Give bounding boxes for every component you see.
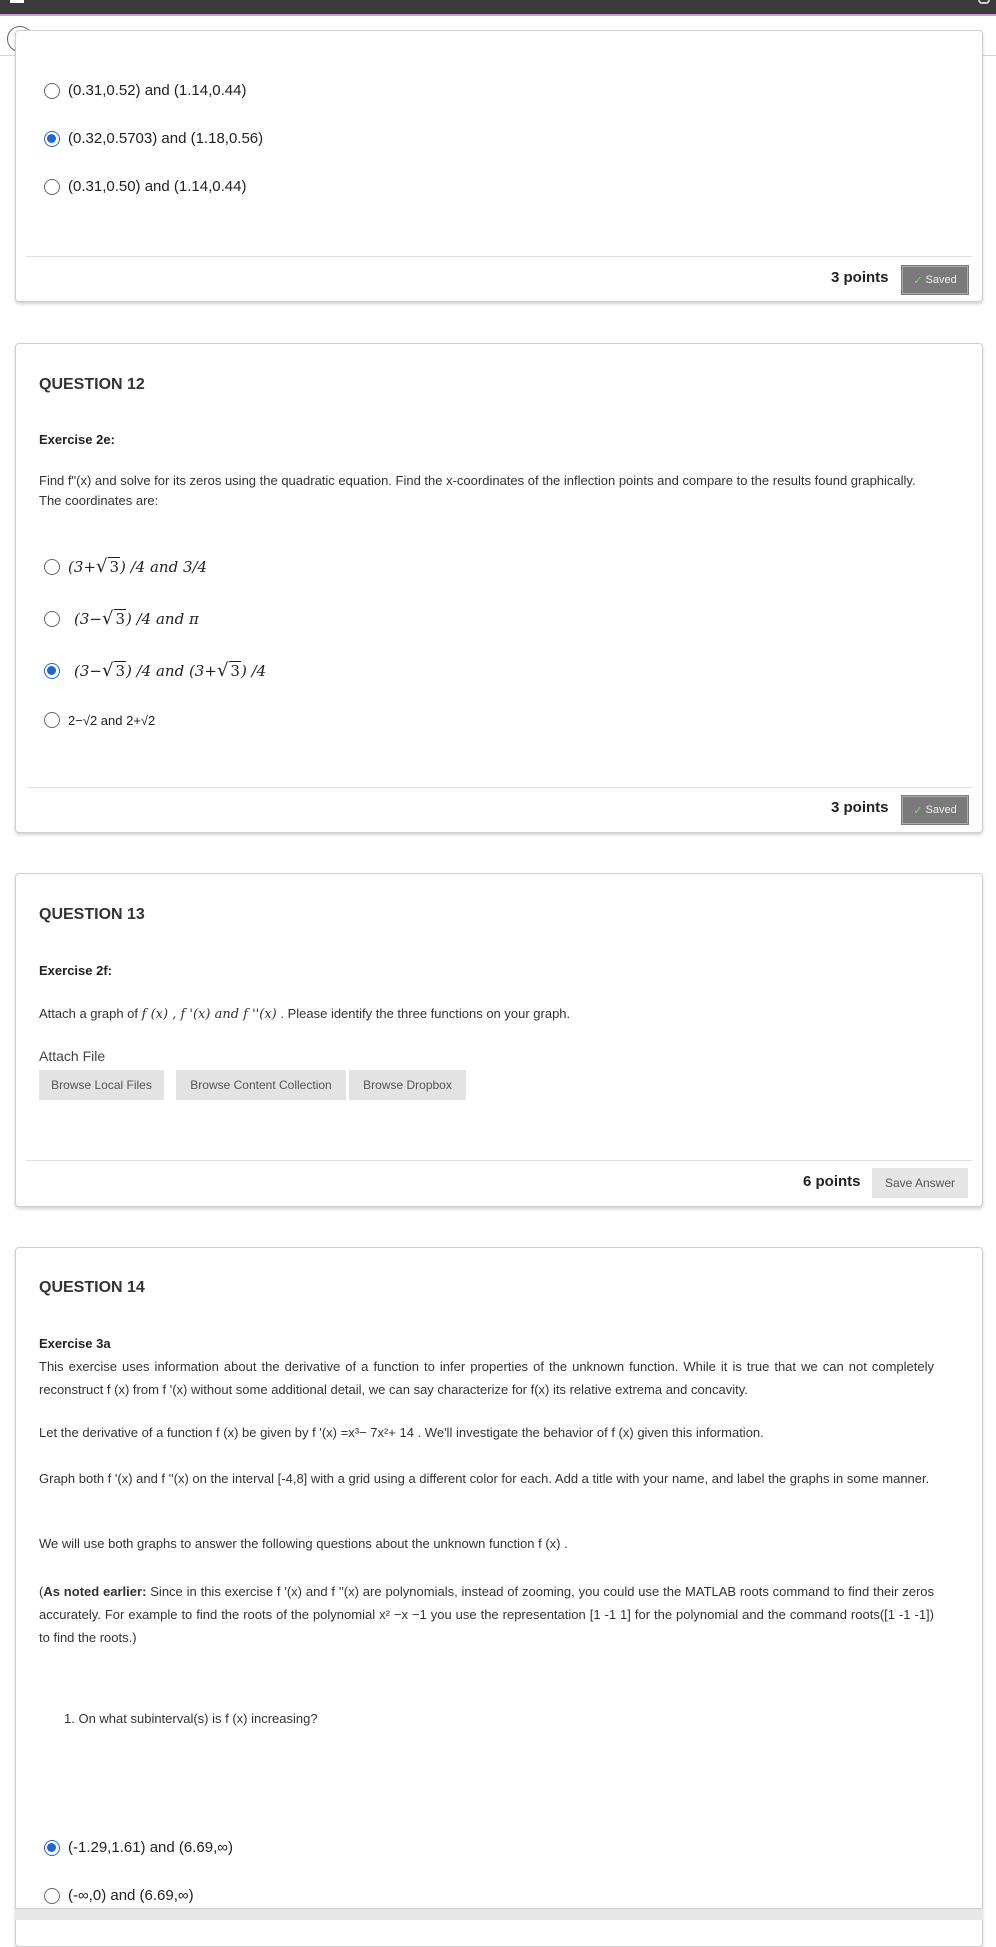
- browse-content-collection-button[interactable]: Browse Content Collection: [176, 1070, 346, 1100]
- question-12-card: [15, 343, 983, 833]
- question-text: [39, 1004, 934, 1025]
- q13-save-answer-button[interactable]: Save Answer: [872, 1168, 968, 1198]
- paragraph-2: Let the derivative of a function f (x) be given by f '(x) =x³− 7x²+ 14 . We'll investigate the behavior of f (x) given this information.: [39, 1425, 764, 1440]
- question-title: QUESTION 12: [39, 376, 145, 393]
- option-label: 2−√2 and 2+√2: [68, 712, 156, 728]
- exercise-title: Exercise 2e:: [39, 432, 115, 447]
- radio-button-selected[interactable]: [44, 1840, 60, 1856]
- math-part: ) /4 and (3+: [126, 662, 217, 680]
- q13-points: 6 points: [803, 1173, 861, 1190]
- browse-dropbox-button[interactable]: Browse Dropbox: [349, 1070, 466, 1100]
- question-title: QUESTION 13: [39, 906, 145, 923]
- divider: [26, 787, 972, 788]
- sqrt-value: 3: [230, 662, 240, 680]
- math-part: (3−: [74, 662, 102, 680]
- q14-option-1[interactable]: [44, 1839, 233, 1856]
- radio-button[interactable]: [44, 1888, 60, 1904]
- top-bar: [0, 0, 996, 16]
- bottom-strip: [15, 1908, 983, 1920]
- radio-button[interactable]: [44, 83, 60, 99]
- status-icon: [978, 0, 990, 4]
- radio-button[interactable]: [44, 559, 60, 575]
- q14-option-2[interactable]: [44, 1887, 194, 1904]
- text-part: Since in this exercise f '(x) and f ''(x) are polynomials, instead of zooming, you could use the MATLAB roots command to find their zeros accurately. For example to find the roots of the polynomial x² −x −1 you use the representation [1 -1 1] for the polynomial and the command roots([1 -1 -1]) to find the roots.): [39, 1584, 935, 1645]
- question-11-card: [15, 30, 983, 302]
- option-label: (3−√ 3) /4 and π: [74, 608, 199, 629]
- paragraph-5: (As noted earlier: Since in this exercise f '(x) and f ''(x) are polynomials, instead of zooming, you could use the MATLAB roots command to find their zeros accurately. For example to find the roots of the polynomial x² −x −1 you use the representation [1 -1 1] for the polynomial and the command roots([1 -1 -1]) to find the roots.): [39, 1584, 935, 1645]
- question-text-a: Find f"(x) and solve for its zeros using the quadratic equation. Find the x-coordinates of the inflection points and compare to the results found graphically.: [39, 473, 916, 488]
- math-part: (3+: [68, 558, 96, 576]
- sub-question: 1. On what subinterval(s) is f (x) increasing?: [64, 1711, 318, 1726]
- exercise-title: Exercise 3a: [39, 1336, 111, 1351]
- question-text-b: The coordinates are:: [39, 493, 159, 508]
- question-14-card: [15, 1247, 983, 1947]
- q12-option-2[interactable]: [44, 608, 199, 629]
- math-part: f (x) , f '(x) and f ''(x): [141, 1007, 277, 1022]
- q12-option-4[interactable]: [44, 712, 155, 728]
- divider: [26, 1160, 972, 1161]
- math-part: (3−: [74, 610, 102, 628]
- paragraph-1: This exercise uses information about the derivative of a function to infer properties of the unknown function. While it is true that we can not completely reconstruct f (x) from f '(x) without some additional detail, we can say characterize for f(x) its relative extrema and concavity.: [39, 1359, 934, 1397]
- option-label: (3+√ 3) /4 and 3/4: [68, 556, 208, 577]
- question-13-card: [15, 873, 983, 1207]
- q11-option-2[interactable]: [44, 130, 263, 147]
- bold-part: As noted earlier:: [43, 1584, 147, 1599]
- option-label: (0.31,0.52) and (1.14,0.44): [68, 82, 247, 99]
- radio-button-selected[interactable]: [44, 663, 60, 679]
- radio-button[interactable]: [44, 179, 60, 195]
- option-label: (0.31,0.50) and (1.14,0.44): [68, 178, 247, 195]
- q12-option-1[interactable]: [44, 556, 207, 577]
- browse-local-files-button[interactable]: Browse Local Files: [39, 1070, 164, 1100]
- radio-button[interactable]: [44, 611, 60, 627]
- option-label: (0.32,0.5703) and (1.18,0.56): [68, 130, 264, 147]
- q12-option-3[interactable]: [44, 660, 266, 681]
- text-part: . Please identify the three functions on your graph.: [280, 1006, 571, 1021]
- q11-points: 3 points: [831, 269, 889, 286]
- option-label: (-1.29,1.61) and (6.69,∞): [68, 1839, 233, 1856]
- option-label: (-∞,0) and (6.69,∞): [68, 1887, 194, 1904]
- sqrt-value: 3: [115, 662, 125, 680]
- q11-saved-button[interactable]: [902, 266, 968, 294]
- q12-points: 3 points: [831, 799, 889, 816]
- paragraph-3: Graph both f '(x) and f ''(x) on the interval [-4,8] with a grid using a different color for each. Add a title with your name, and label the graphs in some manner.: [39, 1471, 930, 1486]
- math-part: ) /4 and π: [126, 610, 199, 628]
- question-text: [39, 471, 934, 511]
- exercise-title: Exercise 2f:: [39, 963, 112, 978]
- radio-button-selected[interactable]: [44, 131, 60, 147]
- q12-saved-button[interactable]: [902, 796, 968, 824]
- radio-button[interactable]: [44, 712, 60, 728]
- check-icon: ✓: [913, 274, 923, 287]
- question-title: QUESTION 14: [39, 1279, 145, 1296]
- math-part: ) /4: [240, 662, 267, 680]
- saved-label: Saved: [925, 274, 957, 286]
- sqrt-value: 3: [109, 558, 119, 576]
- menu-icon[interactable]: [10, 0, 24, 3]
- sqrt-value: 3: [115, 610, 125, 628]
- divider: [26, 256, 972, 257]
- check-icon: ✓: [913, 804, 923, 817]
- saved-label: Saved: [925, 804, 957, 816]
- q11-option-1[interactable]: [44, 82, 246, 99]
- q11-option-3[interactable]: [44, 178, 246, 195]
- math-part: ) /4 and 3/4: [120, 558, 208, 576]
- paragraph-4: We will use both graphs to answer the following questions about the unknown function f (x) .: [39, 1536, 568, 1551]
- text-part: Attach a graph of: [39, 1006, 139, 1021]
- option-label: (3−√ 3) /4 and (3+√ 3) /4: [74, 660, 267, 681]
- attach-file-label: Attach File: [39, 1048, 106, 1064]
